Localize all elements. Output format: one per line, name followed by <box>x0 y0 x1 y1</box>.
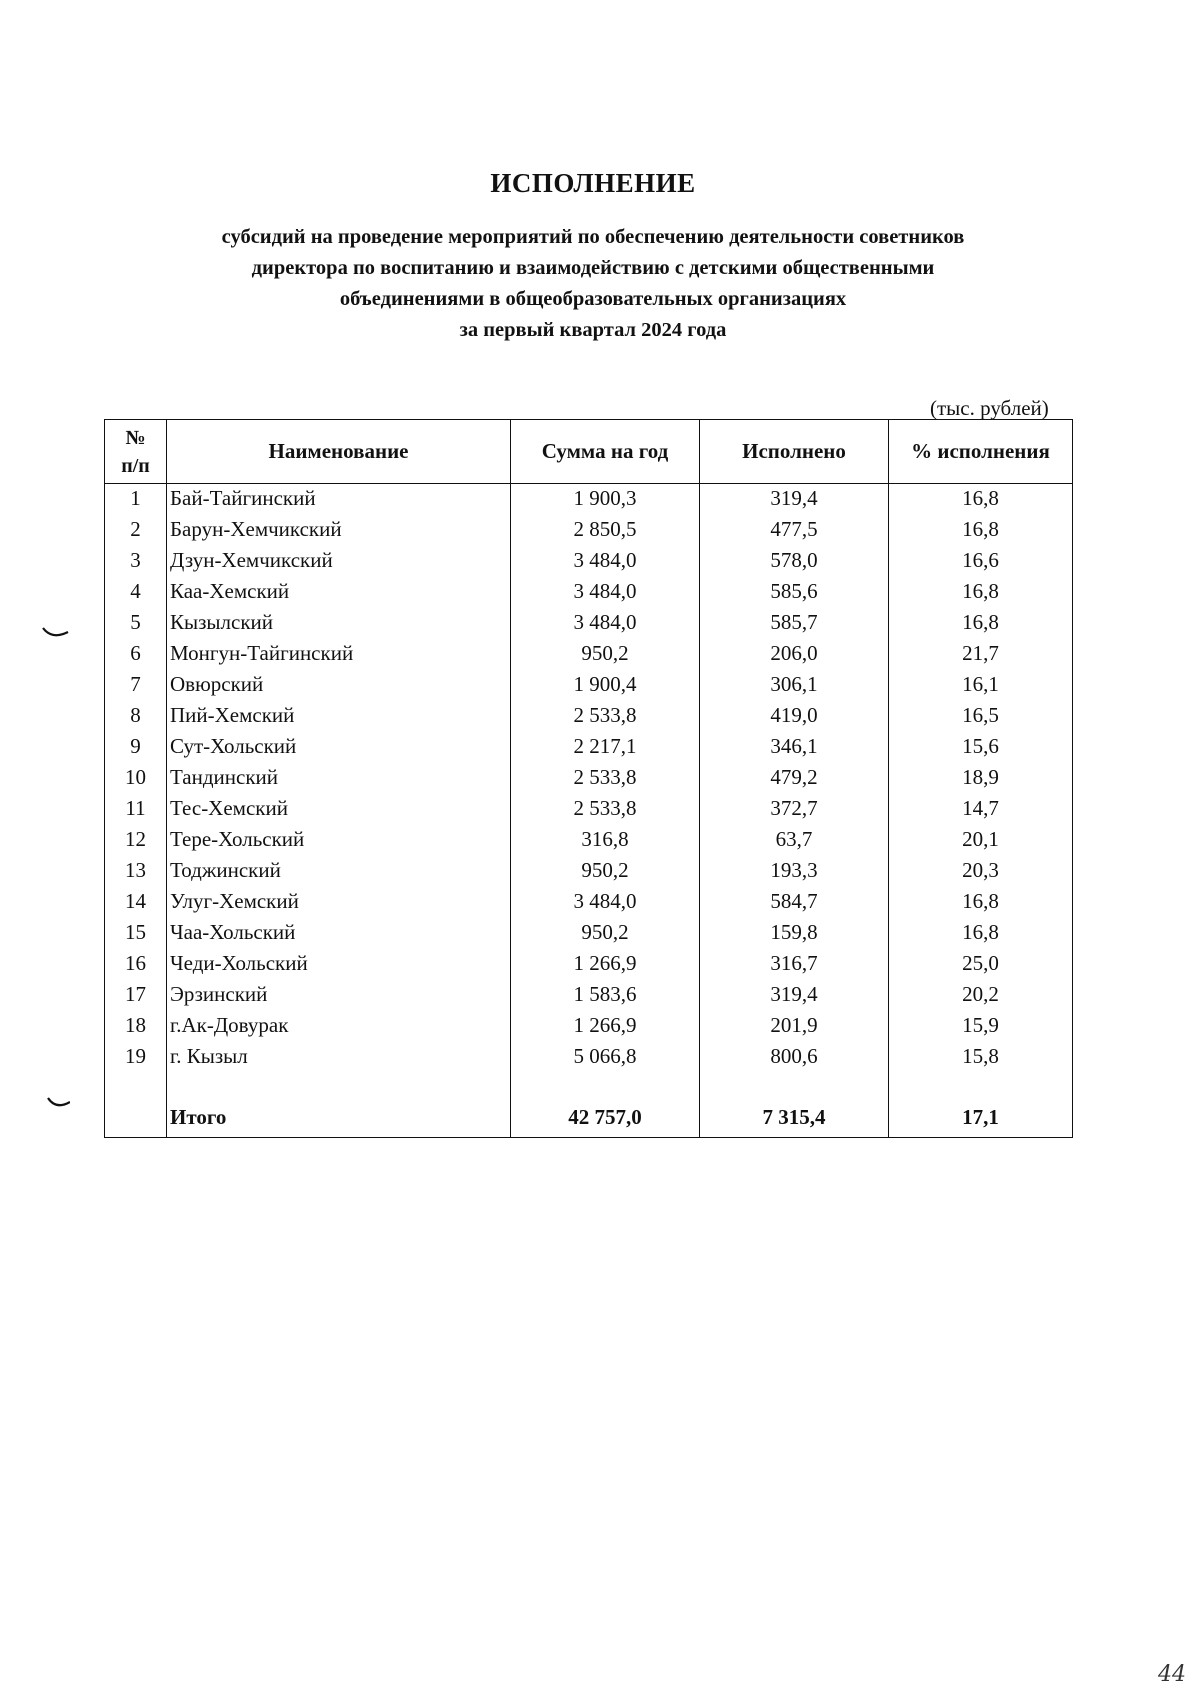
header-number-line2: п/п <box>121 454 150 477</box>
cell-name: Тандинский <box>167 763 511 794</box>
cell-percent: 18,9 <box>889 763 1073 794</box>
cell-executed: 319,4 <box>700 980 889 1011</box>
cell-number: 12 <box>105 825 167 856</box>
cell-executed: 479,2 <box>700 763 889 794</box>
spacer-cell <box>167 1073 511 1103</box>
cell-name: г. Кызыл <box>167 1042 511 1073</box>
cell-year-sum: 2 533,8 <box>511 794 700 825</box>
cell-name: Овюрский <box>167 670 511 701</box>
cell-year-sum: 2 850,5 <box>511 515 700 546</box>
header-year-sum: Сумма на год <box>511 420 700 484</box>
cell-percent: 20,2 <box>889 980 1073 1011</box>
cell-name: Улуг-Хемский <box>167 887 511 918</box>
cell-name: Тес-Хемский <box>167 794 511 825</box>
total-executed: 7 315,4 <box>700 1103 889 1138</box>
table-header-row <box>105 420 1073 484</box>
cell-executed: 319,4 <box>700 484 889 516</box>
cell-percent: 15,8 <box>889 1042 1073 1073</box>
cell-year-sum: 1 266,9 <box>511 1011 700 1042</box>
spacer-row <box>105 1073 1073 1103</box>
cell-number: 9 <box>105 732 167 763</box>
cell-percent: 15,6 <box>889 732 1073 763</box>
cell-executed: 63,7 <box>700 825 889 856</box>
subtitle-line: за первый квартал 2024 года <box>459 319 727 341</box>
cell-percent: 25,0 <box>889 949 1073 980</box>
cell-executed: 372,7 <box>700 794 889 825</box>
cell-percent: 16,1 <box>889 670 1073 701</box>
cell-name: Чаа-Хольский <box>167 918 511 949</box>
cell-executed: 578,0 <box>700 546 889 577</box>
document-subtitle <box>120 222 1066 346</box>
page-number: 44 <box>1158 1662 1186 1687</box>
cell-executed: 585,6 <box>700 577 889 608</box>
header-number <box>105 420 167 484</box>
cell-executed: 477,5 <box>700 515 889 546</box>
units-note: (тыс. рублей) <box>930 396 1049 420</box>
cell-number: 7 <box>105 670 167 701</box>
cell-percent: 15,9 <box>889 1011 1073 1042</box>
cell-number: 2 <box>105 515 167 546</box>
table-row <box>105 856 1073 887</box>
cell-year-sum: 3 484,0 <box>511 546 700 577</box>
cell-name: Барун-Хемчикский <box>167 515 511 546</box>
cell-number: 5 <box>105 608 167 639</box>
cell-number: 13 <box>105 856 167 887</box>
cell-name: Чеди-Хольский <box>167 949 511 980</box>
cell-executed: 306,1 <box>700 670 889 701</box>
cell-percent: 16,8 <box>889 608 1073 639</box>
execution-table <box>104 419 1073 1138</box>
table-row <box>105 732 1073 763</box>
cell-percent: 16,5 <box>889 701 1073 732</box>
margin-check-mark <box>40 620 70 650</box>
cell-percent: 16,8 <box>889 918 1073 949</box>
table-row <box>105 918 1073 949</box>
cell-percent: 16,8 <box>889 515 1073 546</box>
cell-name: Бай-Тайгинский <box>167 484 511 516</box>
cell-executed: 201,9 <box>700 1011 889 1042</box>
spacer-cell <box>105 1073 167 1103</box>
cell-name: Эрзинский <box>167 980 511 1011</box>
subtitle-line: субсидий на проведение мероприятий по обеспечению деятельности советников <box>221 226 965 248</box>
cell-year-sum: 950,2 <box>511 918 700 949</box>
subtitle-line: объединениями в общеобразовательных организациях <box>339 288 847 310</box>
header-name: Наименование <box>167 420 511 484</box>
table-row <box>105 639 1073 670</box>
header-executed: Исполнено <box>700 420 889 484</box>
margin-check-mark <box>40 1090 70 1120</box>
cell-year-sum: 2 533,8 <box>511 763 700 794</box>
cell-year-sum: 3 484,0 <box>511 887 700 918</box>
cell-year-sum: 3 484,0 <box>511 608 700 639</box>
total-percent: 17,1 <box>889 1103 1073 1138</box>
table-row <box>105 515 1073 546</box>
header-number-line1: № <box>125 426 146 449</box>
table-row <box>105 825 1073 856</box>
cell-percent: 16,6 <box>889 546 1073 577</box>
cell-year-sum: 1 583,6 <box>511 980 700 1011</box>
cell-percent: 14,7 <box>889 794 1073 825</box>
cell-executed: 800,6 <box>700 1042 889 1073</box>
table-row <box>105 546 1073 577</box>
total-label: Итого <box>167 1103 511 1138</box>
table-row <box>105 701 1073 732</box>
cell-year-sum: 3 484,0 <box>511 577 700 608</box>
table-row <box>105 1011 1073 1042</box>
cell-year-sum: 1 266,9 <box>511 949 700 980</box>
cell-percent: 16,8 <box>889 484 1073 516</box>
table-row <box>105 670 1073 701</box>
cell-number: 15 <box>105 918 167 949</box>
subtitle-line: директора по воспитанию и взаимодействию с детскими общественными <box>251 257 935 279</box>
cell-percent: 20,3 <box>889 856 1073 887</box>
cell-name: Тере-Хольский <box>167 825 511 856</box>
spacer-cell <box>511 1073 700 1103</box>
table-row <box>105 577 1073 608</box>
document-title: ИСПОЛНЕНИЕ <box>490 168 696 198</box>
cell-name: Пий-Хемский <box>167 701 511 732</box>
cell-number: 3 <box>105 546 167 577</box>
cell-name: Дзун-Хемчикский <box>167 546 511 577</box>
cell-executed: 193,3 <box>700 856 889 887</box>
cell-percent: 16,8 <box>889 887 1073 918</box>
cell-name: Сут-Хольский <box>167 732 511 763</box>
total-year-sum: 42 757,0 <box>511 1103 700 1138</box>
cell-year-sum: 316,8 <box>511 825 700 856</box>
cell-number: 11 <box>105 794 167 825</box>
cell-executed: 316,7 <box>700 949 889 980</box>
cell-number: 19 <box>105 1042 167 1073</box>
cell-name: г.Ак-Довурак <box>167 1011 511 1042</box>
spacer-cell <box>700 1073 889 1103</box>
table-row <box>105 887 1073 918</box>
cell-year-sum: 2 533,8 <box>511 701 700 732</box>
cell-year-sum: 5 066,8 <box>511 1042 700 1073</box>
cell-name: Каа-Хемский <box>167 577 511 608</box>
cell-number: 6 <box>105 639 167 670</box>
cell-year-sum: 2 217,1 <box>511 732 700 763</box>
cell-executed: 159,8 <box>700 918 889 949</box>
cell-number: 8 <box>105 701 167 732</box>
cell-name: Монгун-Тайгинский <box>167 639 511 670</box>
cell-year-sum: 950,2 <box>511 856 700 887</box>
table-row <box>105 608 1073 639</box>
cell-executed: 206,0 <box>700 639 889 670</box>
cell-percent: 16,8 <box>889 577 1073 608</box>
cell-executed: 346,1 <box>700 732 889 763</box>
cell-number: 4 <box>105 577 167 608</box>
cell-number: 10 <box>105 763 167 794</box>
header-percent: % исполнения <box>889 420 1073 484</box>
table-row <box>105 484 1073 516</box>
cell-name: Тоджинский <box>167 856 511 887</box>
table-row <box>105 1042 1073 1073</box>
cell-percent: 21,7 <box>889 639 1073 670</box>
cell-executed: 419,0 <box>700 701 889 732</box>
cell-number: 16 <box>105 949 167 980</box>
cell-year-sum: 1 900,4 <box>511 670 700 701</box>
total-number-cell <box>105 1103 167 1138</box>
cell-number: 18 <box>105 1011 167 1042</box>
cell-percent: 20,1 <box>889 825 1073 856</box>
cell-number: 17 <box>105 980 167 1011</box>
table-row <box>105 794 1073 825</box>
cell-executed: 585,7 <box>700 608 889 639</box>
cell-executed: 584,7 <box>700 887 889 918</box>
total-row <box>105 1103 1073 1138</box>
cell-year-sum: 950,2 <box>511 639 700 670</box>
table-row <box>105 980 1073 1011</box>
table-row <box>105 949 1073 980</box>
spacer-cell <box>889 1073 1073 1103</box>
table-row <box>105 763 1073 794</box>
cell-number: 1 <box>105 484 167 516</box>
cell-year-sum: 1 900,3 <box>511 484 700 516</box>
cell-number: 14 <box>105 887 167 918</box>
cell-name: Кызылский <box>167 608 511 639</box>
